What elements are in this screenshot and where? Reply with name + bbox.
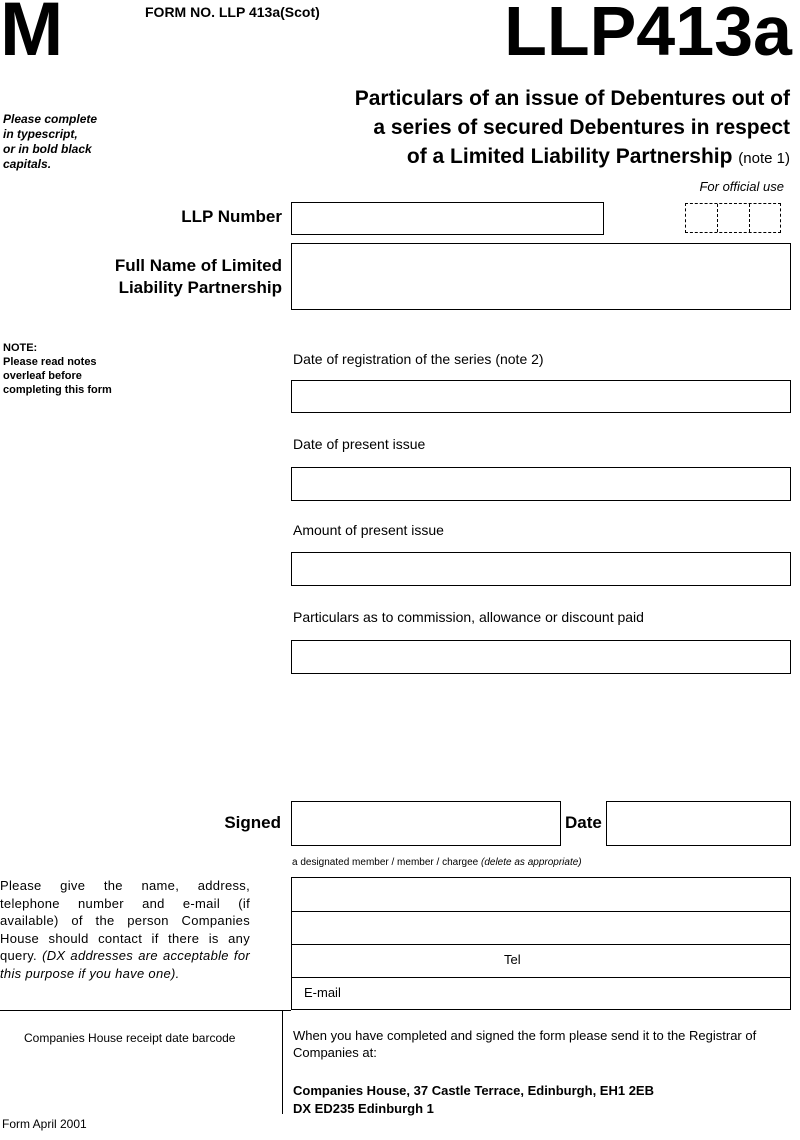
dx-note: (DX addresses are acceptable for this purpose if you have one).	[0, 948, 250, 981]
contact-instructions: Please give the name, address, telephone number and e-mail (if available) of the person Companies House should contact if there is any query. (DX addresses are acceptable for this purpose if you have one).	[0, 878, 250, 981]
note-title: NOTE:	[3, 342, 38, 354]
form-title	[230, 84, 790, 173]
official-use-box	[685, 203, 781, 233]
form-date: Form April 2001	[2, 1117, 87, 1131]
send-instructions: When you have completed and signed the form please send it to the Registrar of Companies at:	[293, 1028, 757, 1060]
signature-date-input[interactable]	[606, 801, 791, 846]
title-line-1: Particulars of an issue of Debentures out of	[354, 87, 790, 110]
capacity-note: (delete as appropriate)	[481, 857, 582, 868]
title-line-3: of a Limited Liability Partnership (note 1)	[406, 145, 790, 168]
date-present-issue-input[interactable]	[291, 467, 791, 501]
signature-input[interactable]	[291, 801, 561, 846]
m-mark: M	[0, 0, 62, 72]
form-number: FORM NO. LLP 413a(Scot)	[145, 4, 320, 20]
email-label: E-mail	[304, 985, 341, 1000]
amount-label: Amount of present issue	[293, 522, 444, 538]
date-label: Date	[565, 813, 602, 832]
llp-number-input[interactable]	[291, 202, 604, 235]
official-use-label: For official use	[699, 179, 784, 194]
contact-details-box[interactable]	[291, 877, 791, 1010]
llp-number-label: LLP Number	[181, 207, 282, 226]
full-name-input[interactable]	[291, 243, 791, 310]
date-registration-input[interactable]	[291, 380, 791, 413]
capacity-text: a designated member / member / chargee (delete as appropriate)	[292, 857, 582, 868]
commission-label: Particulars as to commission, allowance or discount paid	[293, 609, 644, 625]
date-registration-label: Date of registration of the series (note 2)	[293, 351, 544, 367]
title-line-2: a series of secured Debentures in respect	[373, 116, 790, 139]
complete-instructions: Please complete in typescript, or in bold black capitals.	[3, 112, 98, 171]
full-name-label: Full Name of Limited Liability Partnership	[114, 256, 282, 297]
tel-label: Tel	[504, 952, 521, 967]
contact-line-3	[292, 977, 790, 978]
title-note: (note 1)	[738, 150, 790, 167]
note-block: NOTE: Please read notes overleaf before completing this form	[3, 342, 112, 396]
contact-line-2	[292, 944, 790, 945]
barcode-box-right-edge	[282, 1010, 283, 1114]
footer-divider	[0, 1010, 291, 1011]
contact-line-1	[292, 911, 790, 912]
signed-label: Signed	[224, 813, 281, 832]
barcode-label: Companies House receipt date barcode	[24, 1031, 236, 1045]
date-present-issue-label: Date of present issue	[293, 436, 426, 452]
form-code: LLP413a	[504, 0, 792, 70]
registrar-address: Companies House, 37 Castle Terrace, Edinburgh, EH1 2EB DX ED235 Edinburgh 1	[293, 1083, 654, 1116]
amount-input[interactable]	[291, 552, 791, 586]
commission-input[interactable]	[291, 640, 791, 674]
